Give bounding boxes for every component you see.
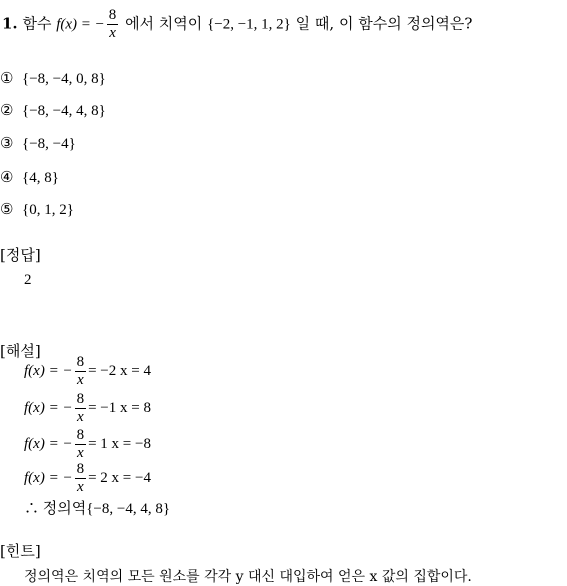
choice-3[interactable] — [0, 134, 76, 153]
explanation-line — [24, 462, 151, 495]
choice-mark: ① — [0, 69, 14, 87]
explanation-line — [24, 355, 151, 388]
answer-value: 2 — [24, 272, 32, 288]
fraction-numerator: 8 — [76, 354, 85, 370]
choice-mark: ⑤ — [0, 200, 14, 218]
explanation-fraction — [75, 355, 87, 388]
fraction-numerator: 8 — [108, 7, 117, 23]
explanation-rhs: = −2 x = 4 — [88, 362, 151, 379]
choice-5[interactable] — [0, 200, 74, 219]
choice-1[interactable] — [0, 69, 106, 88]
explanation-rhs: = −1 x = 8 — [88, 399, 151, 416]
explanation-fraction — [75, 462, 87, 495]
explanation-lhs: f(x) = − — [24, 469, 73, 486]
question-text-post: 일 때, 이 함수의 정의역은? — [295, 14, 473, 33]
choice-text: {0, 1, 2} — [22, 202, 74, 218]
question-function-lhs: f(x) = − — [56, 16, 105, 33]
explanation-lhs: f(x) = − — [24, 435, 73, 452]
explanation-line — [24, 428, 151, 461]
fraction-denominator: x — [75, 444, 87, 461]
question-text-pre: 함수 — [22, 14, 52, 33]
fraction-denominator: x — [107, 24, 119, 41]
explanation-label: [해설] — [0, 342, 41, 360]
explanation-rhs: = 2 x = −4 — [88, 469, 151, 486]
answer-label: [정답] — [0, 246, 41, 264]
fraction-denominator: x — [75, 371, 87, 388]
choice-4[interactable] — [0, 168, 59, 187]
explanation-rhs: = 1 x = −8 — [88, 435, 151, 452]
hint-label: [힌트] — [0, 542, 41, 560]
explanation-lhs: f(x) = − — [24, 362, 73, 379]
choice-mark: ④ — [0, 168, 14, 186]
fraction-numerator: 8 — [76, 391, 85, 407]
explanation-fraction — [75, 392, 87, 425]
explanation-line — [24, 392, 151, 425]
fraction-numerator: 8 — [76, 427, 85, 443]
choice-mark: ③ — [0, 134, 14, 152]
choice-text: {−8, −4} — [22, 136, 76, 152]
explanation-lhs: f(x) = − — [24, 399, 73, 416]
explanation-conclusion: ∴ 정의역{−8, −4, 4, 8} — [24, 501, 171, 517]
choice-text: {4, 8} — [22, 170, 59, 186]
choice-2[interactable] — [0, 101, 106, 120]
choice-text: {−8, −4, 0, 8} — [22, 71, 106, 87]
choice-mark: ② — [0, 101, 14, 119]
question-range-set: {−2, −1, 1, 2} — [207, 16, 291, 33]
choice-text: {−8, −4, 4, 8} — [22, 103, 106, 119]
fraction-numerator: 8 — [76, 461, 85, 477]
question-number: 1. — [2, 14, 18, 33]
explanation-fraction — [75, 428, 87, 461]
fraction-denominator: x — [75, 408, 87, 425]
question-fraction — [107, 8, 119, 41]
fraction-denominator: x — [75, 478, 87, 495]
question-line — [2, 8, 472, 41]
hint-text: 정의역은 치역의 모든 원소를 각각 y 대신 대입하여 얻은 x 값의 집합이다. — [24, 569, 472, 585]
question-text-mid: 에서 치역이 — [125, 14, 203, 33]
